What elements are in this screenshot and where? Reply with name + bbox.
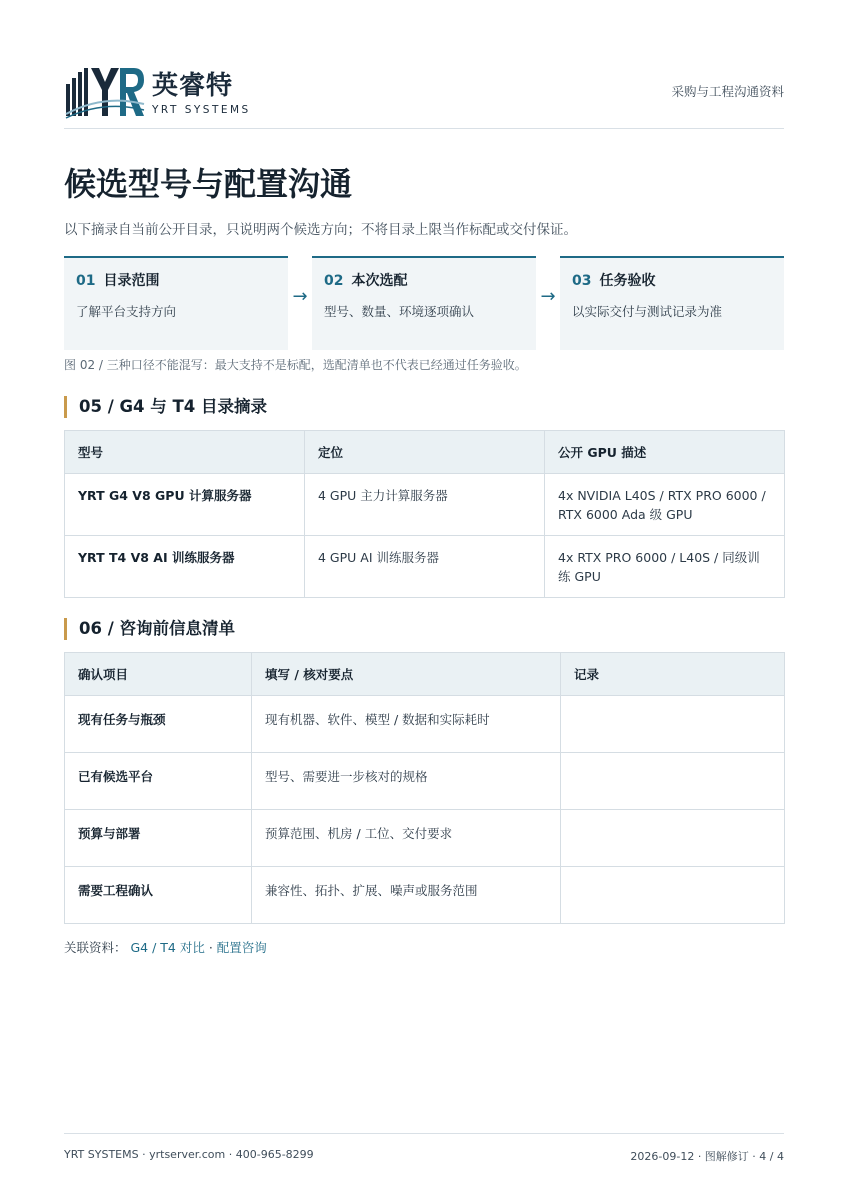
step-description: 以实际交付与测试记录为准 [572, 304, 723, 319]
step-description: 了解平台支持方向 [76, 304, 177, 319]
step-description: 型号、数量、环境逐项确认 [324, 304, 475, 319]
section-title-catalog: 05 / G4 与 T4 目录摘录 [64, 396, 267, 418]
step-title: 任务验收 [599, 273, 656, 289]
model-cell: YRT T4 V8 AI 训练服务器 [65, 536, 305, 598]
item-cell: 需要工程确认 [65, 867, 252, 924]
column-header: 记录 [561, 653, 785, 696]
link-g4-t4-compare[interactable]: G4 / T4 对比 [130, 940, 205, 955]
step-number: 03 [572, 273, 592, 289]
item-cell: 已有候选平台 [65, 753, 252, 810]
step-title: 本次选配 [351, 273, 408, 289]
related-label: 关联资料： [64, 940, 127, 955]
column-header: 填写 / 核对要点 [252, 653, 561, 696]
step-current-config [312, 256, 536, 350]
brand [152, 72, 251, 116]
gpu-cell: 4x NVIDIA L40S / RTX PRO 6000 / RTX 6000 Ada 级 GPU [545, 474, 785, 536]
brand-name-en: YRT SYSTEMS [152, 104, 251, 116]
record-cell[interactable] [561, 753, 785, 810]
points-cell: 型号、需要进一步核对的规格 [252, 753, 561, 810]
table-header-row [65, 431, 785, 474]
column-header: 型号 [65, 431, 305, 474]
process-steps [64, 256, 784, 350]
points-cell: 现有机器、软件、模型 / 数据和实际耗时 [252, 696, 561, 753]
section-title-checklist: 06 / 咨询前信息清单 [64, 618, 235, 640]
position-cell: 4 GPU 主力计算服务器 [305, 474, 545, 536]
step-heading [324, 270, 524, 290]
position-cell: 4 GPU AI 训练服务器 [305, 536, 545, 598]
step-acceptance [560, 256, 784, 350]
item-cell: 现有任务与瓶颈 [65, 696, 252, 753]
intro-text: 以下摘录自当前公开目录，只说明两个候选方向；不将目录上限当作标配或交付保证。 [64, 222, 577, 238]
record-cell[interactable] [561, 696, 785, 753]
brand-name-cn: 英睿特 [152, 71, 234, 101]
arrow-right-icon: → [540, 286, 556, 307]
page-title: 候选型号与配置沟通 [64, 165, 353, 203]
gpu-cell: 4x RTX PRO 6000 / L40S / 同级训练 GPU [545, 536, 785, 598]
related-links [64, 938, 267, 956]
link-separator: · [204, 940, 217, 955]
record-cell[interactable] [561, 867, 785, 924]
step-catalog-scope [64, 256, 288, 350]
catalog-table [64, 430, 785, 598]
footer-contact: YRT SYSTEMS · yrtserver.com · 400-965-8299 [64, 1148, 314, 1161]
page-header [64, 62, 784, 129]
table-row [65, 753, 785, 810]
footer-page-info: 2026-09-12 · 图解修订 · 4 / 4 [630, 1150, 784, 1163]
table-header-row [65, 653, 785, 696]
step-number: 01 [76, 273, 96, 289]
column-header: 公开 GPU 描述 [545, 431, 785, 474]
step-number: 02 [324, 273, 344, 289]
page-footer [64, 1133, 784, 1163]
step-heading [572, 270, 772, 290]
header-note: 采购与工程沟通资料 [671, 84, 784, 99]
arrow-right-icon: → [292, 286, 308, 307]
record-cell[interactable] [561, 810, 785, 867]
table-row [65, 536, 785, 598]
yrt-logo-icon [64, 64, 146, 120]
table-row [65, 696, 785, 753]
table-row [65, 867, 785, 924]
table-row [65, 810, 785, 867]
column-header: 确认项目 [65, 653, 252, 696]
points-cell: 兼容性、拓扑、扩展、噪声或服务范围 [252, 867, 561, 924]
column-header: 定位 [305, 431, 545, 474]
link-config-consult[interactable]: 配置咨询 [216, 940, 267, 955]
model-cell: YRT G4 V8 GPU 计算服务器 [65, 474, 305, 536]
checklist-table [64, 652, 785, 924]
figure-caption: 图 02 / 三种口径不能混写：最大支持不是标配，选配清单也不代表已经通过任务验收。 [64, 358, 527, 372]
points-cell: 预算范围、机房 / 工位、交付要求 [252, 810, 561, 867]
step-heading [76, 270, 276, 290]
step-title: 目录范围 [103, 273, 160, 289]
item-cell: 预算与部署 [65, 810, 252, 867]
table-row [65, 474, 785, 536]
